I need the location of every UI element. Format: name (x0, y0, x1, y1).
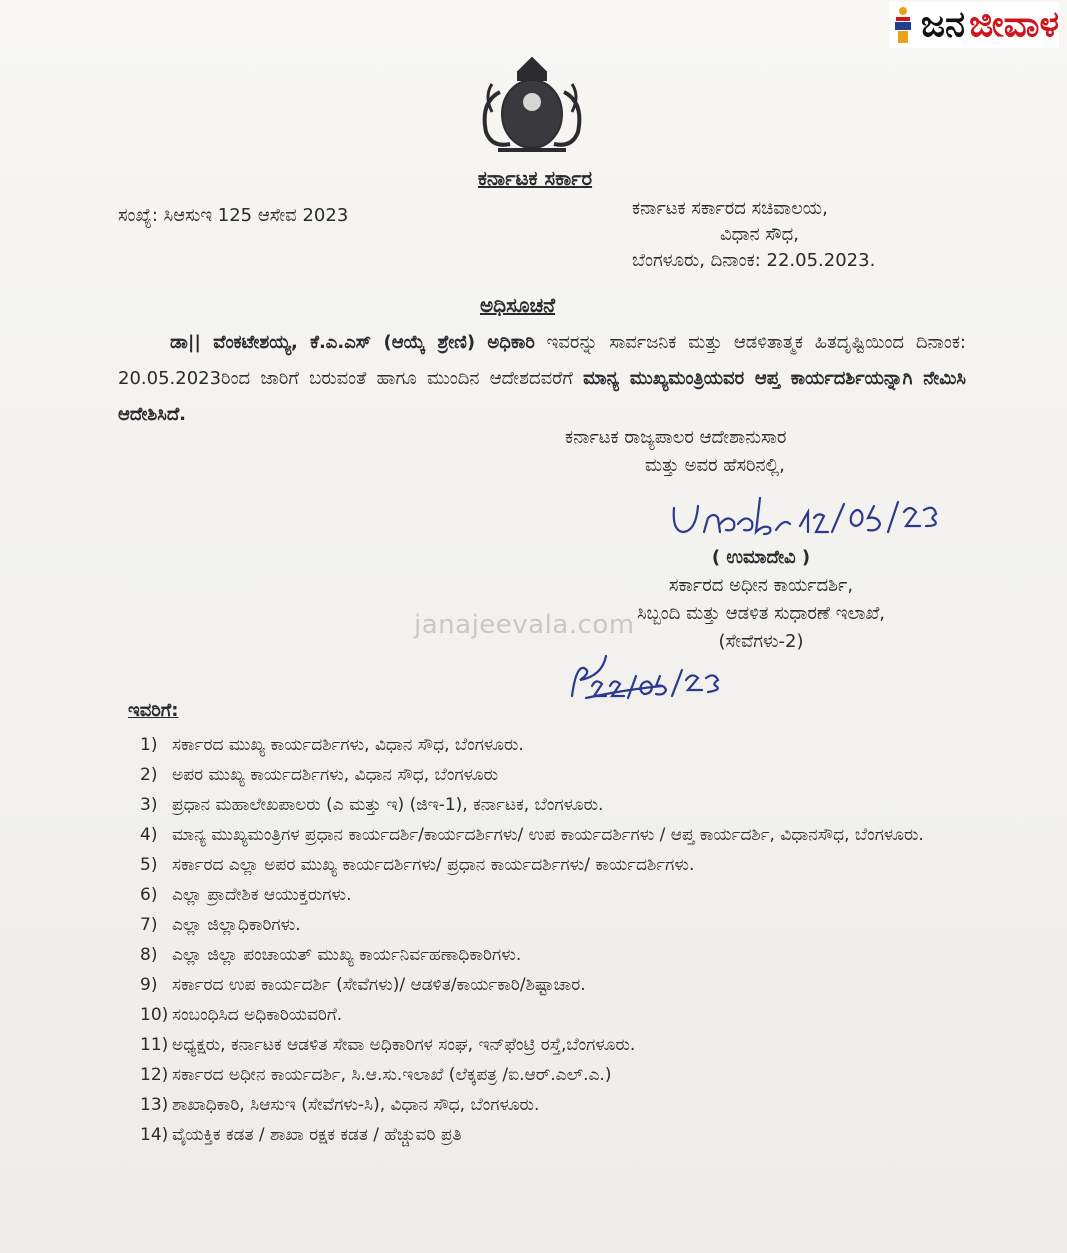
office-address (632, 196, 875, 274)
list-item: 11) ಅಧ್ಯಕ್ಷರು, ಕರ್ನಾಟಕ ಆಡಳಿತ ಸೇವಾ ಅಧಿಕಾರಿಗಳ ಸಂಘ, ಇನ್‌ಫೆಂಟ್ರಿ ರಸ್ತೆ,ಬೆಂಗಳೂರು. (140, 1035, 636, 1055)
list-item: 12) ಸರ್ಕಾರದ ಅಧೀನ ಕಾರ್ಯದರ್ಶಿ, ಸಿ.ಆ.ಸು.ಇಲಾಖೆ (ಲೆಕ್ಕಪತ್ರ /ಐ.ಆರ್.ಎಲ್.ಎ.) (140, 1065, 612, 1085)
signatory-section: (ಸೇವೆಗಳು-2) (718, 631, 804, 652)
lamp-icon (889, 5, 917, 45)
second-signature (562, 646, 732, 704)
list-item: 3) ಪ್ರಧಾನ ಮಹಾಲೇಖಪಾಲರು (ಎ ಮತ್ತು ಇ) (ಜಿಇ-1), ಕರ್ನಾಟಕ, ಬೆಂಗಳೂರು. (140, 795, 604, 815)
list-item: 1) ಸರ್ಕಾರದ ಮುಖ್ಯ ಕಾರ್ಯದರ್ಶಿಗಳು, ವಿಧಾನ ಸೌಧ, ಬೆಂಗಳೂರು. (140, 735, 524, 755)
list-item: 5) ಸರ್ಕಾರದ ಎಲ್ಲಾ ಅಪರ ಮುಖ್ಯ ಕಾರ್ಯದರ್ಶಿಗಳು/ ಪ್ರಧಾನ ಕಾರ್ಯದರ್ಶಿಗಳು/ ಕಾರ್ಯದರ್ಶಿಗಳು. (140, 855, 695, 875)
signatory-designation: ಸರ್ಕಾರದ ಅಧೀನ ಕಾರ್ಯದರ್ಶಿ, (668, 575, 854, 596)
governor-order (565, 424, 786, 480)
address-line-1: ಕರ್ನಾಟಕ ಸರ್ಕಾರದ ಸಚಿವಾಲಯ, (632, 198, 828, 219)
recipient-list (140, 730, 990, 1150)
list-item: 13) ಶಾಖಾಧಿಕಾರಿ, ಸಿಆಸುಇ (ಸೇವೆಗಳು-ಸಿ), ವಿಧಾನ ಸೌಧ, ಬೆಂಗಳೂರು. (140, 1095, 540, 1115)
signatory-name: ( ಉಮಾದೇವಿ ) (711, 547, 811, 568)
list-item: 14) ವೈಯಕ್ತಿಕ ಕಡತ / ಶಾಖಾ ರಕ್ಷಕ ಕಡತ / ಹೆಚ್ಚುವರಿ ಪ್ರತಿ (140, 1125, 462, 1145)
signatory-department: ಸಿಬ್ಬಂದಿ ಮತ್ತು ಆಡಳಿತ ಸುಧಾರಣೆ ಇಲಾಖೆ, (636, 603, 886, 624)
list-item: 8) ಎಲ್ಲಾ ಜಿಲ್ಲಾ ಪಂಚಾಯತ್ ಮುಖ್ಯ ಕಾರ್ಯನಿರ್ವಹಣಾಧಿಕಾರಿಗಳು. (140, 945, 522, 965)
list-item: 2) ಅಪರ ಮುಖ್ಯ ಕಾರ್ಯದರ್ಶಿಗಳು, ವಿಧಾನ ಸೌಧ, ಬೆಂಗಳೂರು (140, 765, 499, 785)
government-title: ಕರ್ನಾಟಕ ಸರ್ಕಾರ (477, 166, 593, 190)
notification-body (118, 325, 966, 433)
officer-name: ಡಾ|| ವೆಂಕಟೇಶಯ್ಯ, ಕೆ.ಎ.ಎಸ್ (ಆಯ್ಕೆ ಶ್ರೇಣಿ) ಅಧಿಕಾರಿ (170, 332, 535, 353)
address-line-3: ಬೆಂಗಳೂರು, ದಿನಾಂಕ: 22.05.2023. (632, 250, 876, 271)
handwritten-signature (668, 488, 958, 548)
brand-word-2: ಜೀವಾಳ (969, 4, 1059, 45)
address-line-2: ವಿಧಾನ ಸೌಧ, (720, 224, 799, 245)
notification-title: ಅಧಿಸೂಚನೆ (480, 293, 556, 317)
order-line-1: ಕರ್ನಾಟಕ ರಾಜ್ಯಪಾಲರ ಆದೇಶಾನುಸಾರ (565, 427, 787, 448)
order-line-2: ಮತ್ತು ಅವರ ಹೆಸರಿನಲ್ಲಿ, (645, 455, 785, 476)
list-item: 6) ಎಲ್ಲಾ ಪ್ರಾದೇಶಿಕ ಆಯುಕ್ತರುಗಳು. (140, 885, 352, 905)
list-item: 10) ಸಂಬಂಧಿಸಿದ ಅಧಿಕಾರಿಯವರಿಗೆ. (140, 1005, 343, 1025)
brand-word-1: ಜನ (920, 4, 966, 45)
watermark: janajeevala.com (414, 610, 635, 640)
list-item: 4) ಮಾನ್ಯ ಮುಖ್ಯಮಂತ್ರಿಗಳ ಪ್ರಧಾನ ಕಾರ್ಯದರ್ಶಿ/ಕಾರ್ಯದರ್ಶಿಗಳು/ ಉಪ ಕಾರ್ಯದರ್ಶಿಗಳು / ಆಪ್ತ ಕಾರ್ಯದರ್ಶಿ, ವಿಧಾನಸೌಧ, ಬೆಂಗಳೂರು. (140, 825, 924, 845)
recipients-heading: ಇವರಿಗೆ: (128, 700, 179, 721)
list-item: 7) ಎಲ್ಲಾ ಜಿಲ್ಲಾಧಿಕಾರಿಗಳು. (140, 915, 301, 935)
notification-text: ಇವರನ್ನು ಸಾರ್ವಜನಿಕ ಮತ್ತು ಆಡಳಿತಾತ್ಮಕ ಹಿತದೃಷ್ಟಿಯಿಂದ ದಿನಾಂಕ: 20.05.2023ರಿಂದ ಜಾರಿಗೆ ಬರುವಂತೆ ಹಾಗೂ ಮುಂದಿನ ಆದೇಶದವರೆಗೆ (118, 332, 966, 389)
brand-logo[interactable] (889, 2, 1059, 48)
list-item: 9) ಸರ್ಕಾರದ ಉಪ ಕಾರ್ಯದರ್ಶಿ (ಸೇವೆಗಳು)/ ಆಡಳಿತ/ಕಾರ್ಯಕಾರಿ/ಶಿಷ್ಟಾಚಾರ. (140, 975, 586, 995)
reference-number: ಸಂಖ್ಯೆ: ಸಿಆಸುಇ 125 ಆಸೇವ 2023 (118, 205, 349, 226)
appointment-text: ಮಾನ್ಯ ಮುಖ್ಯಮಂತ್ರಿಯವರ ಆಪ್ತ ಕಾರ್ಯದರ್ಶಿಯನ್ನಾಗಿ ನೇಮಿಸಿ ಆದೇಶಿಸಿದೆ. (118, 368, 966, 425)
signatory-block (586, 544, 936, 656)
karnataka-emblem-icon (470, 52, 594, 162)
